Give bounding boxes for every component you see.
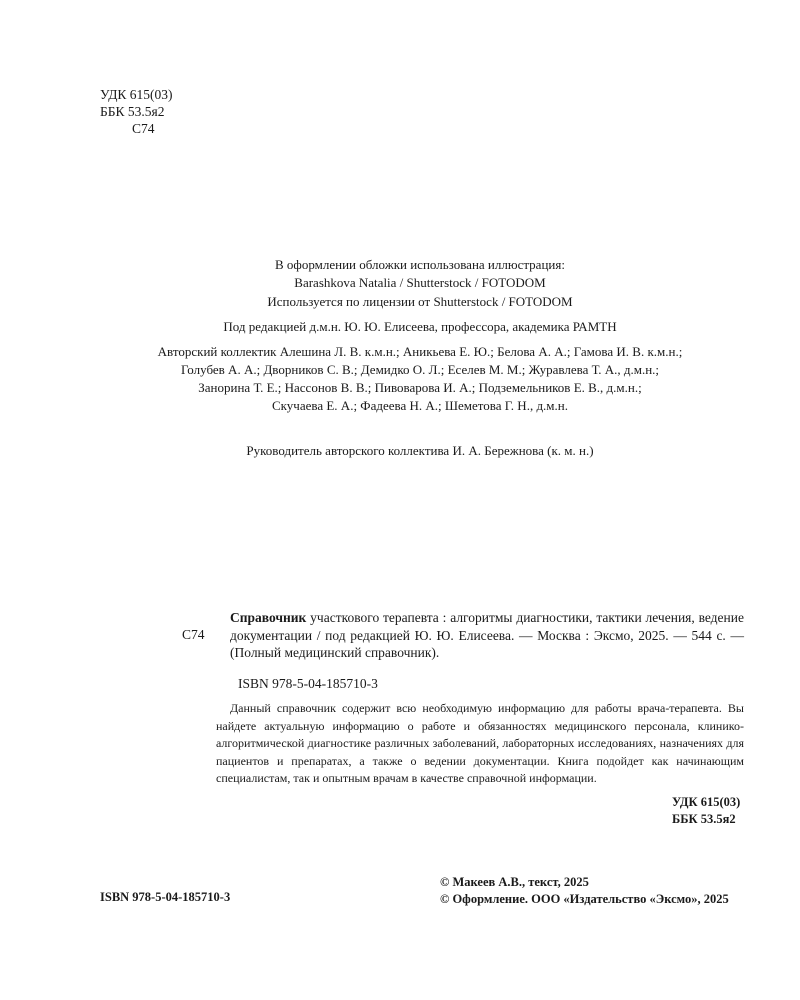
udk-code: УДК 615(03): [100, 87, 173, 102]
authors-line: Авторский коллектик Алешина Л. В. к.м.н.; Аникьева Е. Ю.; Белова А. А.; Гамова И. В. к.м.н.;: [157, 344, 683, 359]
authors-line: Скучаева Е. А.; Фадеева Н. А.; Шеметова Г. Н., д.м.н.: [272, 398, 568, 413]
copyright-text: © Макеев А.В., текст, 2025: [440, 875, 589, 889]
copyright-design: © Оформление. ООО «Издательство «Эксмо», 2025: [440, 892, 729, 906]
isbn-bottom: ISBN 978-5-04-185710-3: [100, 890, 231, 904]
bbk-code: ББК 53.5я2: [672, 812, 736, 826]
udk-block-bottom: [672, 794, 740, 828]
isbn-line: ISBN 978-5-04-185710-3: [238, 676, 378, 691]
editor-line: Под редакцией д.м.н. Ю. Ю. Елисеева, профессора, академика РАМТН: [223, 319, 617, 334]
authors-line: Занорина Т. Е.; Нассонов В. В.; Пивоварова И. А.; Подземельников Е. В., д.м.н.;: [198, 380, 642, 395]
license-line: Используется по лицензии от Shutterstock / FOTODOM: [267, 294, 573, 309]
authors-block: [150, 343, 690, 415]
udk-block-top: [100, 86, 173, 137]
authors-line: Голубев А. А.; Дворников С. В.; Демидко О. Л.; Еселев М. М.; Журавлева Т. А., д.м.н.;: [180, 362, 660, 377]
book-description: участкового терапевта : алгоритмы диагностики, тактики лечения, ведение документации / под редакцией Ю. Ю. Елисеева. — Москва : Эксмо, 2025. — 544 с. — (Полный медицинский справочник).: [230, 610, 744, 660]
leader-line: Руководитель авторского коллектива И. А. Бережнова (к. м. н.): [246, 443, 594, 458]
cover-credit-line2: Barashkova Natalia / Shutterstock / FOTODOM: [294, 275, 546, 290]
bbk-code: ББК 53.5я2: [100, 104, 165, 119]
author-mark: С74: [132, 121, 155, 136]
book-title: Справочник: [230, 610, 307, 625]
annotation: Данный справочник содержит всю необходимую информацию для работы врача-терапевта. Вы найдете актуальную информацию о работе и обязанностях медицинского персонала, клинико-алгоритмической диагностике различных заболеваний, лабораторных исследованиях, назначениях для пациентов и препаратах, а также о ведении документации. Книга подойдет как начинающим специалистам, так и опытным врачам в качестве справочной информации.: [216, 701, 744, 785]
bibliographic-record: [230, 609, 744, 662]
cover-credit: [150, 256, 690, 292]
cover-credit-line1: В оформлении обложки использована иллюстрация:: [275, 257, 565, 272]
udk-code: УДК 615(03): [672, 795, 741, 809]
copyright-block: [440, 874, 729, 908]
biblio-author-mark: С74: [182, 627, 205, 642]
